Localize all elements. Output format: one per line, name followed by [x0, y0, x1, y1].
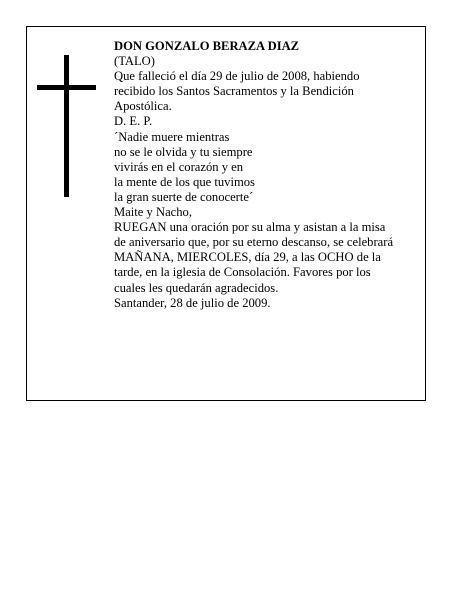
passing-line-2: recibido los Santos Sacramentos y la Bendición	[114, 84, 354, 99]
passing-line-1: Que falleció el día 29 de julio de 2008, habiendo	[114, 69, 360, 84]
request-line-2: de aniversario que, por su eterno descanso, se celebrará	[114, 235, 394, 250]
passing-line-3: Apostólica.	[114, 99, 172, 114]
deceased-nickname: (TALO)	[114, 54, 155, 69]
notice-text	[114, 39, 424, 311]
poem-line-5: la gran suerte de conocerte´	[114, 189, 254, 204]
request-line-3: MAÑANA, MIERCOLES, día 29, a las OCHO de la	[114, 250, 381, 265]
signers-line: Maite y Nacho,	[114, 205, 192, 220]
cross-icon	[37, 55, 96, 197]
place-date-line: Santander, 28 de julio de 2009.	[114, 295, 271, 310]
deceased-name: DON GONZALO BERAZA DIAZ	[114, 39, 300, 53]
request-line-1: RUEGAN una oración por su alma y asistan a la misa	[114, 220, 386, 235]
request-line-5: cuales les quedarán agradecidos.	[114, 280, 279, 295]
request-line-4: tarde, en la iglesia de Consolación. Favores por los	[114, 265, 371, 280]
poem-line-3: vivirás en el corazón y en	[114, 159, 244, 174]
rip-line: D. E. P.	[114, 114, 153, 129]
poem-line-2: no se le olvida y tu siempre	[114, 144, 253, 159]
poem-line-1: ´Nadie muere mientras	[114, 129, 230, 144]
poem-line-4: la mente de los que tuvimos	[114, 174, 255, 189]
